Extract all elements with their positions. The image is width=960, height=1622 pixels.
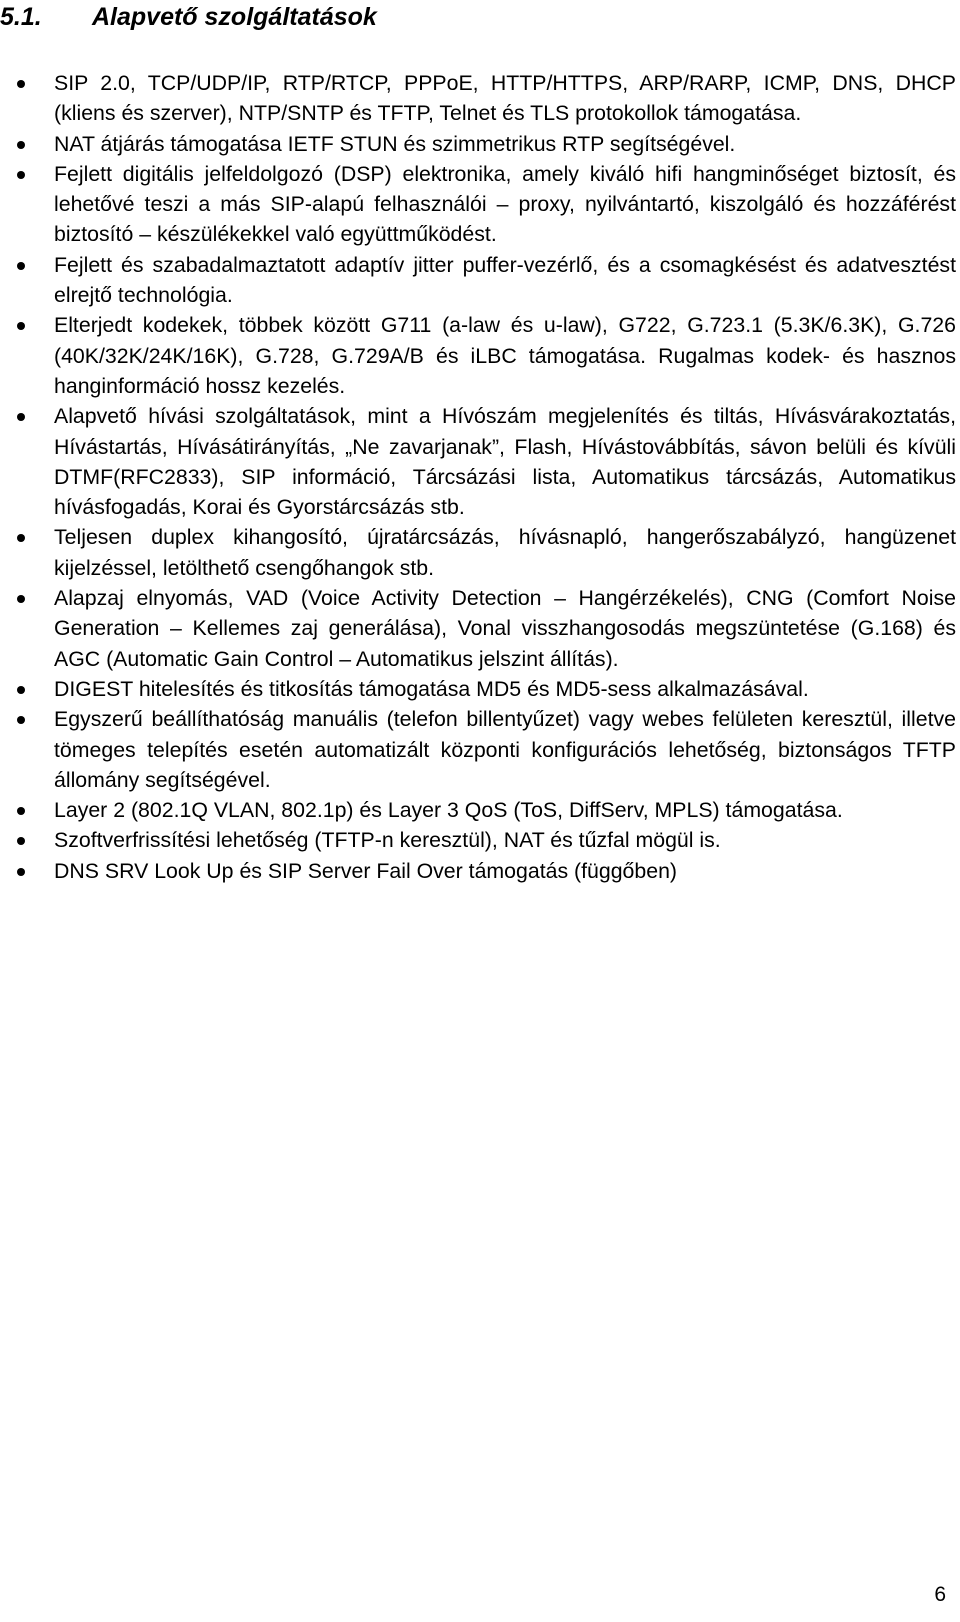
page-number: 6	[934, 1583, 946, 1606]
bullet-icon	[17, 716, 25, 724]
bullet-icon	[17, 262, 25, 270]
list-item-text: Egyszerű beállíthatóság manuális (telefon billentyűzet) vagy webes felületen keresztül, illetve tömeges telepítés esetén automatizált központi konfigurációs lehetőség, biztonságos TFTP állomány segítségével.	[54, 707, 956, 792]
list-item	[0, 310, 956, 401]
list-item	[0, 674, 956, 704]
bullet-icon	[17, 141, 25, 149]
list-item	[0, 795, 956, 825]
bullet-icon	[17, 595, 25, 603]
section-heading	[0, 0, 377, 34]
list-item-text: NAT átjárás támogatása IETF STUN és szimmetrikus RTP segítségével.	[54, 131, 736, 156]
list-item	[0, 704, 956, 795]
bullet-icon	[17, 807, 25, 815]
bullet-icon	[17, 80, 25, 88]
list-item-text: Alapzaj elnyomás, VAD (Voice Activity Detection – Hangérzékelés), CNG (Comfort Noise Generation – Kellemes zaj generálása), Vonal visszhangosodás megszüntetése (G.168) és AGC (Automatic Gain Control – Automatikus jelszint állítás).	[54, 586, 956, 671]
bullet-icon	[17, 322, 25, 330]
bullet-icon	[17, 171, 25, 179]
list-item	[0, 825, 956, 855]
list-item-text: Teljesen duplex kihangosító, újratárcsázás, hívásnapló, hangerőszabályzó, hangüzenet kijelzéssel, letölthető csengőhangok stb.	[54, 525, 956, 580]
list-item-text: SIP 2.0, TCP/UDP/IP, RTP/RTCP, PPPoE, HTTP/HTTPS, ARP/RARP, ICMP, DNS, DHCP (kliens és szerver), NTP/SNTP és TFTP, Telnet és TLS protokollok támogatása.	[54, 71, 956, 126]
feature-list	[0, 68, 956, 886]
list-item	[0, 129, 956, 159]
section-number: 5.1.	[0, 3, 42, 31]
bullet-icon	[17, 868, 25, 876]
list-item	[0, 401, 956, 522]
list-item	[0, 68, 956, 129]
bullet-icon	[17, 413, 25, 421]
list-item	[0, 250, 956, 311]
bullet-icon	[17, 534, 25, 542]
list-item	[0, 856, 956, 886]
list-item-text: Elterjedt kodekek, többek között G711 (a-law és u-law), G722, G.723.1 (5.3K/6.3K), G.726 (40K/32K/24K/16K), G.728, G.729A/B és iLBC támogatása. Rugalmas kodek- és hasznos hanginformáció hossz kezelés.	[54, 313, 956, 398]
list-item-text: Layer 2 (802.1Q VLAN, 802.1p) és Layer 3 QoS (ToS, DiffServ, MPLS) támogatása.	[54, 798, 843, 823]
list-item-text: Szoftverfrissítési lehetőség (TFTP-n keresztül), NAT és tűzfal mögül is.	[54, 828, 721, 853]
list-item-text: Fejlett és szabadalmaztatott adaptív jitter puffer-vezérlő, és a csomagkésést és adatvesztést elrejtő technológia.	[54, 252, 956, 308]
list-item	[0, 159, 956, 250]
bullet-icon	[17, 837, 25, 845]
list-item-text: DIGEST hitelesítés és titkosítás támogatása MD5 és MD5-sess alkalmazásával.	[54, 676, 809, 701]
list-item-text: Alapvető hívási szolgáltatások, mint a Hívószám megjelenítés és tiltás, Hívásvárakoztatás, Hívástartás, Hívásátirányítás, „Ne zavarjanak”, Flash, Hívástovábbítás, sávon belüli és kívüli DTMF(RFC2833), SIP információ, Tárcsázási lista, Automatikus tárcsázás, Automatikus hívásfogadás, Korai és Gyorstárcsázás stb.	[54, 404, 956, 520]
section-title: Alapvető szolgáltatások	[92, 3, 377, 31]
list-item	[0, 583, 956, 674]
list-item-text: DNS SRV Look Up és SIP Server Fail Over támogatás (függőben)	[54, 858, 678, 883]
list-item-text: Fejlett digitális jelfeldolgozó (DSP) elektronika, amely kiváló hifi hangminőséget biztosít, és lehetővé teszi a más SIP-alapú felhasználói – proxy, nyilvántartó, kiszolgáló és hozzáférést biztosító – készülékekkel való együttműködést.	[54, 161, 956, 247]
bullet-icon	[17, 686, 25, 694]
list-item	[0, 522, 956, 583]
